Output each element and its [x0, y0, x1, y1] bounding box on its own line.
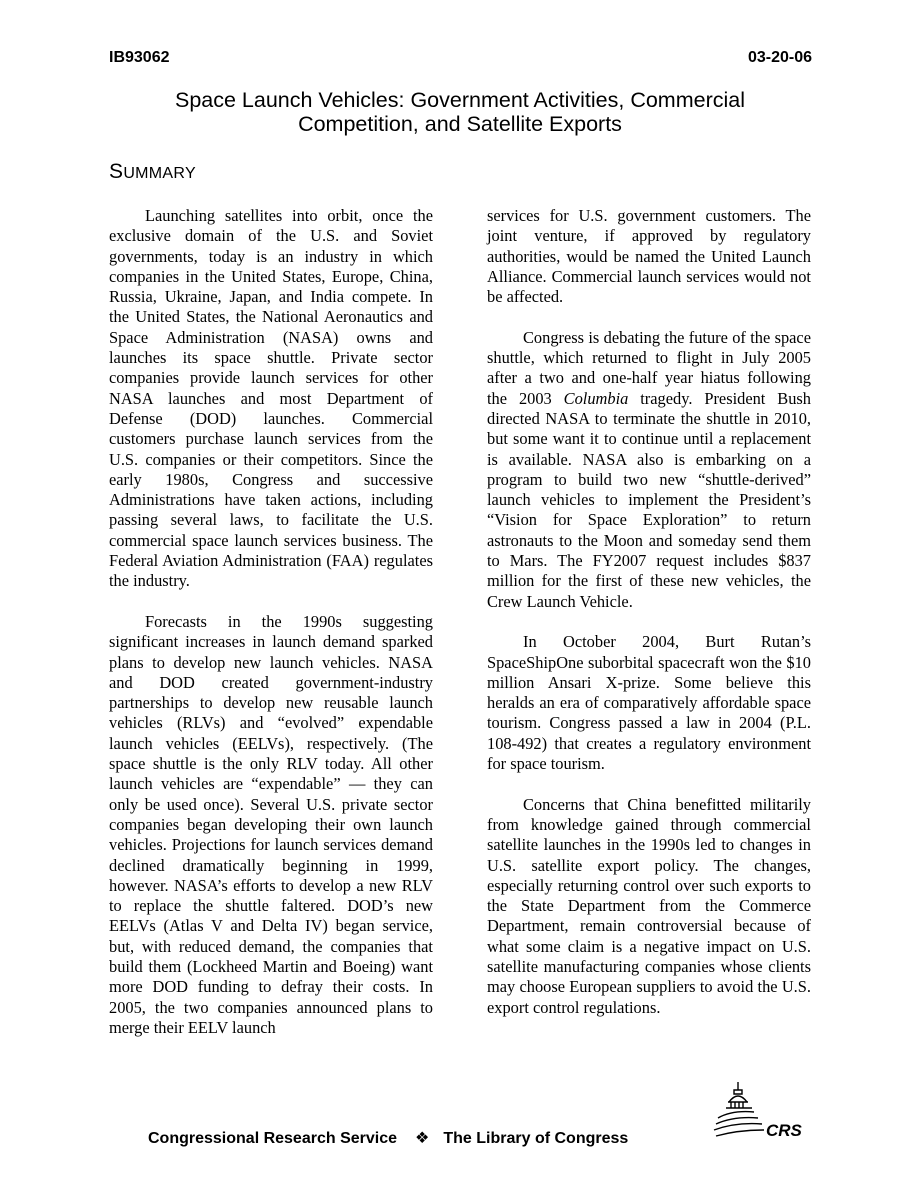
report-id: IB93062 — [109, 49, 170, 66]
left-column — [109, 206, 433, 1058]
paragraph-2-continued: services for U.S. government customers. The joint venture, if approved by regulatory authorities, would be named the United Launch Alliance. Commercial launch services would not be affected. — [487, 206, 811, 307]
page-title — [100, 88, 820, 136]
paragraph-2: Forecasts in the 1990s suggesting significant increases in launch demand sparked plans to develop new launch vehicles. NASA and DOD created government-industry partnerships to develop new reusable launch vehicles (RLVs) and “evolved” expendable launch vehicles (EELVs), respectively. (The space shuttle is the only RLV today. All other launch vehicles are “expendable” — they can only be used once). Several U.S. private sector companies began developing their own launch vehicles. Projections for launch services demand declined dramatically beginning in 1999, however. NASA’s efforts to develop a new RLV to replace the shuttle faltered. DOD’s new EELVs (Atlas V and Delta IV) began service, but, with reduced demand, the companies that build them (Lockheed Martin and Boeing) want more DOD funding to defray their costs. In 2005, the two companies announced plans to merge their EELV launch — [109, 611, 433, 1037]
right-column — [487, 206, 811, 1038]
title-line-1: Space Launch Vehicles: Government Activities, Commercial — [174, 88, 745, 112]
section-heading-rest: UMMARY — [123, 165, 196, 182]
footer-separator: ❖ — [415, 1130, 430, 1147]
paragraph-3-italic: Columbia — [563, 388, 629, 408]
title-line-2: Competition, and Satellite Exports — [298, 112, 622, 136]
crs-logo — [712, 1080, 812, 1150]
report-date: 03-20-06 — [747, 49, 812, 66]
section-heading — [109, 160, 196, 184]
section-heading-initial: S — [109, 160, 124, 183]
footer-left-text: Congressional Research Service — [148, 1130, 398, 1147]
footer-right-text: The Library of Congress — [443, 1130, 629, 1147]
paragraph-1: Launching satellites into orbit, once the exclusive domain of the U.S. and Soviet governments, today is an industry in which companies in the United States, Europe, China, Russia, Ukraine, Japan, and India compete. In the United States, the National Aeronautics and Space Administration (NASA) owns and launches its space shuttle. Private sector companies provide launch services for other NASA launches and most Department of Defense (DOD) launches. Commercial customers purchase launch services from the U.S. companies or their competitors. Since the early 1980s, Congress and successive Administrations have taken actions, including passing several laws, to facilitate the U.S. commercial space launch services business. The Federal Aviation Administration (FAA) regulates the industry. — [109, 206, 433, 591]
paragraph-3 — [487, 328, 811, 612]
paragraph-5: Concerns that China benefitted militarily from knowledge gained through commercial satellite launches in the 1990s led to changes in U.S. satellite export policy. The changes, especially returning control over such exports to the State Department from the Commerce Department, remain controversial because of what some claim is a negative impact on U.S. satellite manufacturing companies whose clients may choose European suppliers to avoid the U.S. export control regulations. — [487, 794, 811, 1017]
capitol-dome-icon — [714, 1082, 764, 1136]
crs-logo-text: CRS — [766, 1121, 802, 1140]
footer — [148, 1128, 628, 1148]
paragraph-3-part-b: tragedy. President Bush directed NASA to terminate the shuttle in 2010, but some want it to continue until a replacement is available. NASA also is embarking on a program to build two new “shuttle-derived” launch vehicles to implement the President’s “Vision for Space Exploration” to return astronauts to the Moon and someday send them to Mars. The FY2007 request includes $837 million for the first of these new vehicles, the Crew Launch Vehicle. — [487, 388, 811, 611]
paragraph-4: In October 2004, Burt Rutan’s SpaceShipOne suborbital spacecraft won the $10 million Ansari X-prize. Some believe this heralds an era of comparatively affordable space tourism. Congress passed a law in 2004 (P.L. 108-492) that creates a regulatory environment for space tourism. — [487, 632, 811, 774]
paragraph-3-part-a: Congress is debating the future of the space shuttle, which returned to flight in July 2005 after a two and one-half year hiatus following the 2003 — [487, 327, 811, 408]
